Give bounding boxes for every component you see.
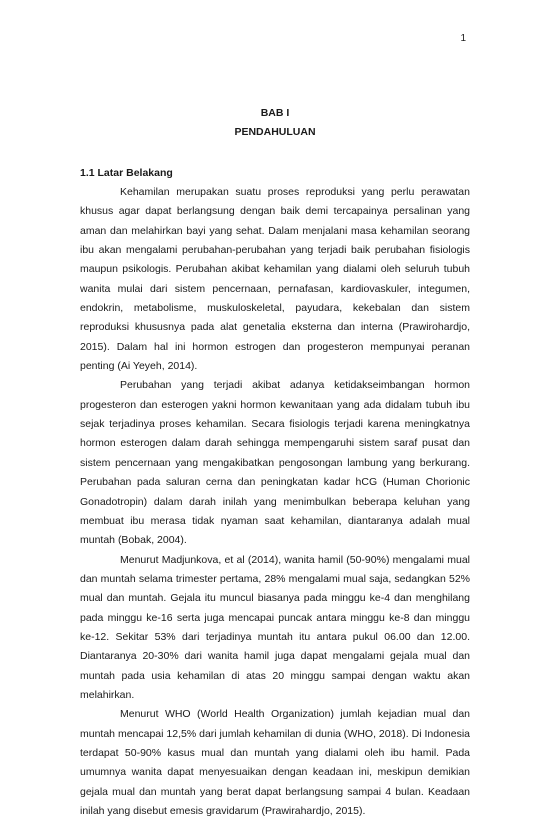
page-number: 1	[460, 33, 466, 44]
paragraph-2: Perubahan yang terjadi akibat adanya ketidakseimbangan hormon progesteron dan esterogen yakni hormon kewanitaan yang ada didalam tubuh ibu sejak terjadinya proses kehamilan. Secara fisiologis terjadi karena meningkatnya hormon esterogen dalam darah sehingga mempengaruhi sistem saraf pusat dan sistem pencernaan yang mengakibatkan pengosongan lambung yang berkurang. Perubahan pada saluran cerna dan peningkatan kadar hCG (Human Chorionic Gonadotropin) dalam darah inilah yang menimbulkan beberapa keluhan yang membuat ibu merasa tidak nyaman saat kehamilan, diantaranya adalah mual muntah (Bobak, 2004).	[80, 379, 470, 547]
paragraph-3: Menurut Madjunkova, et al (2014), wanita hamil (50-90%) mengalami mual dan muntah selama trimester pertama, 28% mengalami mual saja, sedangkan 52% mual dan muntah. Gejala itu muncul biasanya pada minggu ke-4 dan menghilang pada minggu ke-16 serta juga mencapai puncak antara minggu ke-8 dan minggu ke-12. Sekitar 53% dari terjadinya muntah itu antara pukul 06.00 dan 12.00. Diantaranya 20-30% dari wanita hamil juga dapat mengalami gejala mual dan muntah pada usia kehamilan di atas 20 minggu sampai dengan waktu akan melahirkan.	[80, 553, 470, 701]
chapter-title: PENDAHULUAN	[234, 126, 316, 138]
section-heading: 1.1 Latar Belakang	[80, 167, 173, 179]
chapter-label: BAB I	[260, 107, 290, 119]
paragraph-4: Menurut WHO (World Health Organization) jumlah kejadian mual dan muntah mencapai 12,5% dari jumlah kehamilan di dunia (WHO, 2018). Di Indonesia terdapat 50-90% kasus mual dan muntah yang dialami oleh ibu hamil. Pada umumnya wanita dapat menyesuaikan dengan keadaan ini, meskipun demikian gejala mual dan muntah yang berat dapat berlangsung sampai 4 bulan. Keadaan inilah yang disebut emesis gravidarum (Prawirahardjo, 2015).	[80, 708, 470, 817]
document-body	[80, 104, 470, 821]
paragraph-1: Kehamilan merupakan suatu proses reproduksi yang perlu perawatan khusus agar dapat berlangsung dengan baik demi tercapainya persalinan yang aman dan melahirkan bayi yang sehat. Dalam menjalani masa kehamilan seorang ibu akan mengalami perubahan-perubahan yang terjadi baik perubahan fisiologis maupun psikologis. Perubahan akibat kehamilan yang dialami oleh seluruh tubuh wanita mulai dari sistem pencernaan, pernafasan, kardiovaskuler, integumen, endokrin, metabolisme, muskuloskeletal, payudara, kekebalan dan sistem reproduksi khususnya pada alat genetalia eksterna dan interna (Prawirohardjo, 2015). Dalam hal ini hormon estrogen dan progesteron mempunyai peranan penting (Ai Yeyeh, 2014).	[80, 186, 470, 373]
